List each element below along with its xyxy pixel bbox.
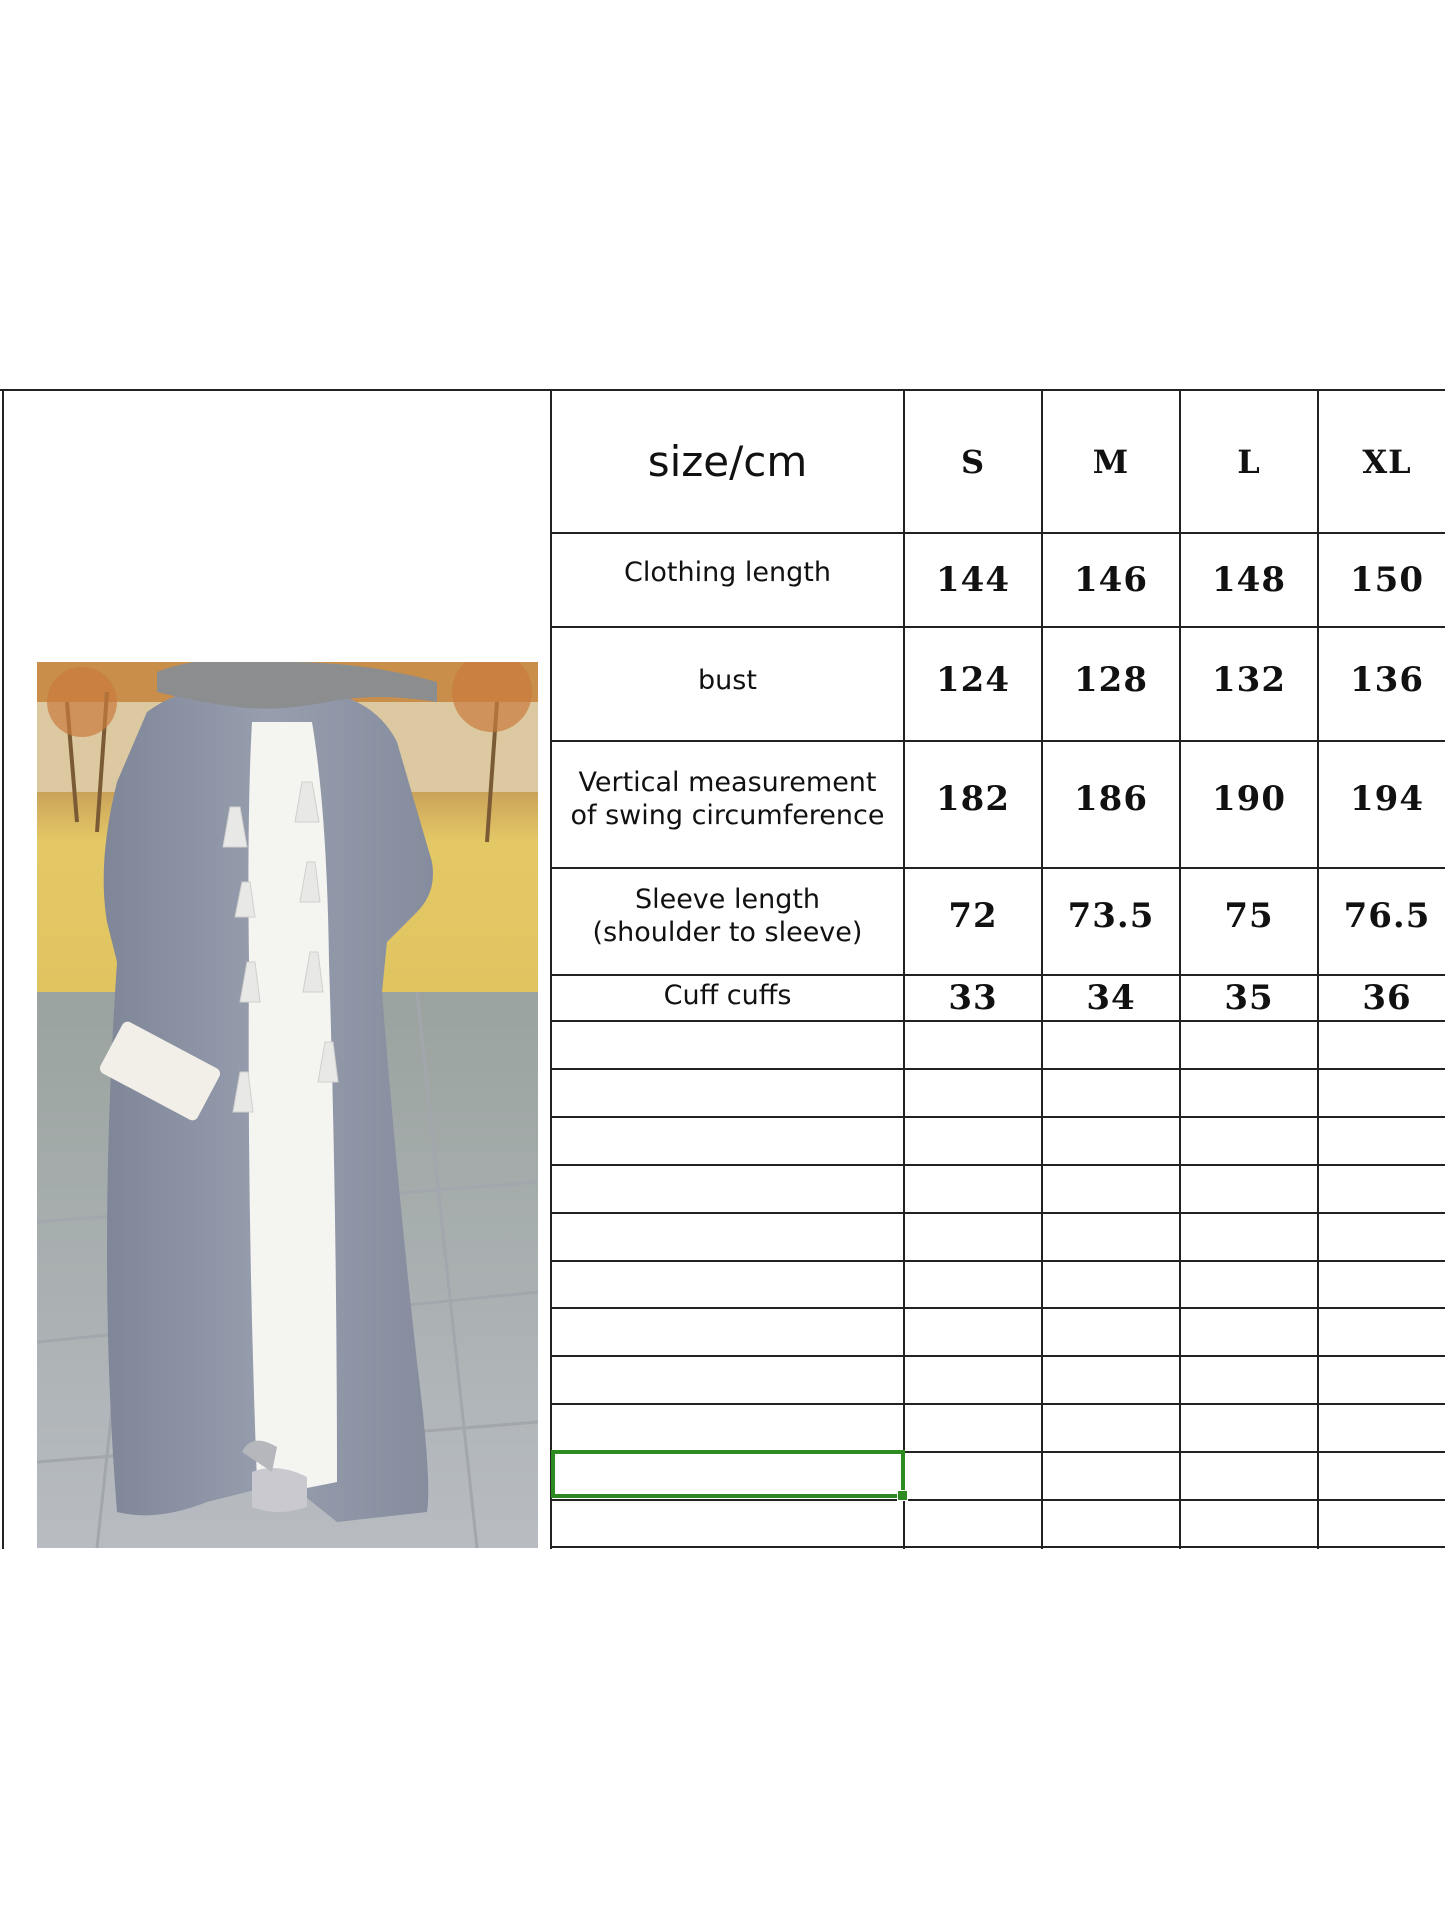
row-label-sleeve-length[interactable] — [552, 863, 903, 968]
cell-swing-l[interactable]: 190 — [1212, 778, 1286, 819]
row-label-clothing-length[interactable]: Clothing length — [624, 556, 831, 588]
row-label-line: (shoulder to sleeve) — [592, 916, 863, 948]
row-label-cuff-cuffs[interactable]: Cuff cuffs — [663, 979, 792, 1011]
row-label-line: Sleeve length — [634, 883, 821, 915]
row-label-line: of swing circumference — [570, 799, 885, 831]
cell-swing-m[interactable]: 186 — [1074, 778, 1148, 819]
grid-row-line — [550, 1260, 1445, 1262]
cell-cuff-xl[interactable]: 36 — [1362, 978, 1412, 1018]
photo-illustration — [37, 662, 538, 1548]
row-label-swing-circumference[interactable] — [552, 736, 903, 861]
cell-sleeve-l[interactable]: 75 — [1224, 895, 1274, 936]
cell-clothing-length-m[interactable]: 146 — [1074, 560, 1148, 600]
grid-bottom-border — [550, 1546, 1445, 1548]
header-size-s[interactable]: S — [960, 442, 986, 481]
fill-handle[interactable] — [897, 1490, 908, 1501]
cell-cuff-m[interactable]: 34 — [1086, 978, 1136, 1018]
row-label-line: Vertical measurement — [578, 766, 877, 798]
grid-row-line — [550, 1403, 1445, 1405]
grid-row-line — [550, 1164, 1445, 1166]
cell-bust-l[interactable]: 132 — [1212, 660, 1286, 700]
cell-swing-xl[interactable]: 194 — [1350, 778, 1424, 819]
cell-clothing-length-s[interactable]: 144 — [936, 560, 1010, 600]
grid-row-line — [550, 1355, 1445, 1357]
header-size-m[interactable]: M — [1092, 442, 1130, 481]
row-label-bust[interactable]: bust — [698, 664, 757, 696]
header-size-cm[interactable]: size/cm — [647, 437, 808, 486]
cell-cuff-s[interactable]: 33 — [948, 978, 998, 1018]
cell-cuff-l[interactable]: 35 — [1224, 978, 1274, 1018]
cell-clothing-length-l[interactable]: 148 — [1212, 560, 1286, 600]
cell-bust-m[interactable]: 128 — [1074, 660, 1148, 700]
cell-sleeve-s[interactable]: 72 — [948, 895, 998, 936]
cell-bust-xl[interactable]: 136 — [1350, 660, 1424, 700]
cell-bust-s[interactable]: 124 — [936, 660, 1010, 700]
grid-row-line — [550, 1068, 1445, 1070]
header-size-l[interactable]: L — [1237, 442, 1261, 481]
cell-swing-s[interactable]: 182 — [936, 778, 1010, 819]
header-size-xl[interactable]: XL — [1362, 442, 1412, 481]
grid-row-line — [550, 1116, 1445, 1118]
cell-clothing-length-xl[interactable]: 150 — [1350, 560, 1424, 600]
grid-row-line — [550, 1020, 1445, 1022]
cell-sleeve-xl[interactable]: 76.5 — [1343, 895, 1431, 936]
model-wearing-abaya-photo — [37, 662, 538, 1548]
grid-row-line — [550, 1499, 1445, 1501]
selected-cell[interactable] — [551, 1450, 905, 1498]
grid-row-line — [550, 1307, 1445, 1309]
cell-sleeve-m[interactable]: 73.5 — [1067, 895, 1155, 936]
grid-row-line — [550, 1212, 1445, 1214]
grid-left-border — [2, 389, 4, 1549]
